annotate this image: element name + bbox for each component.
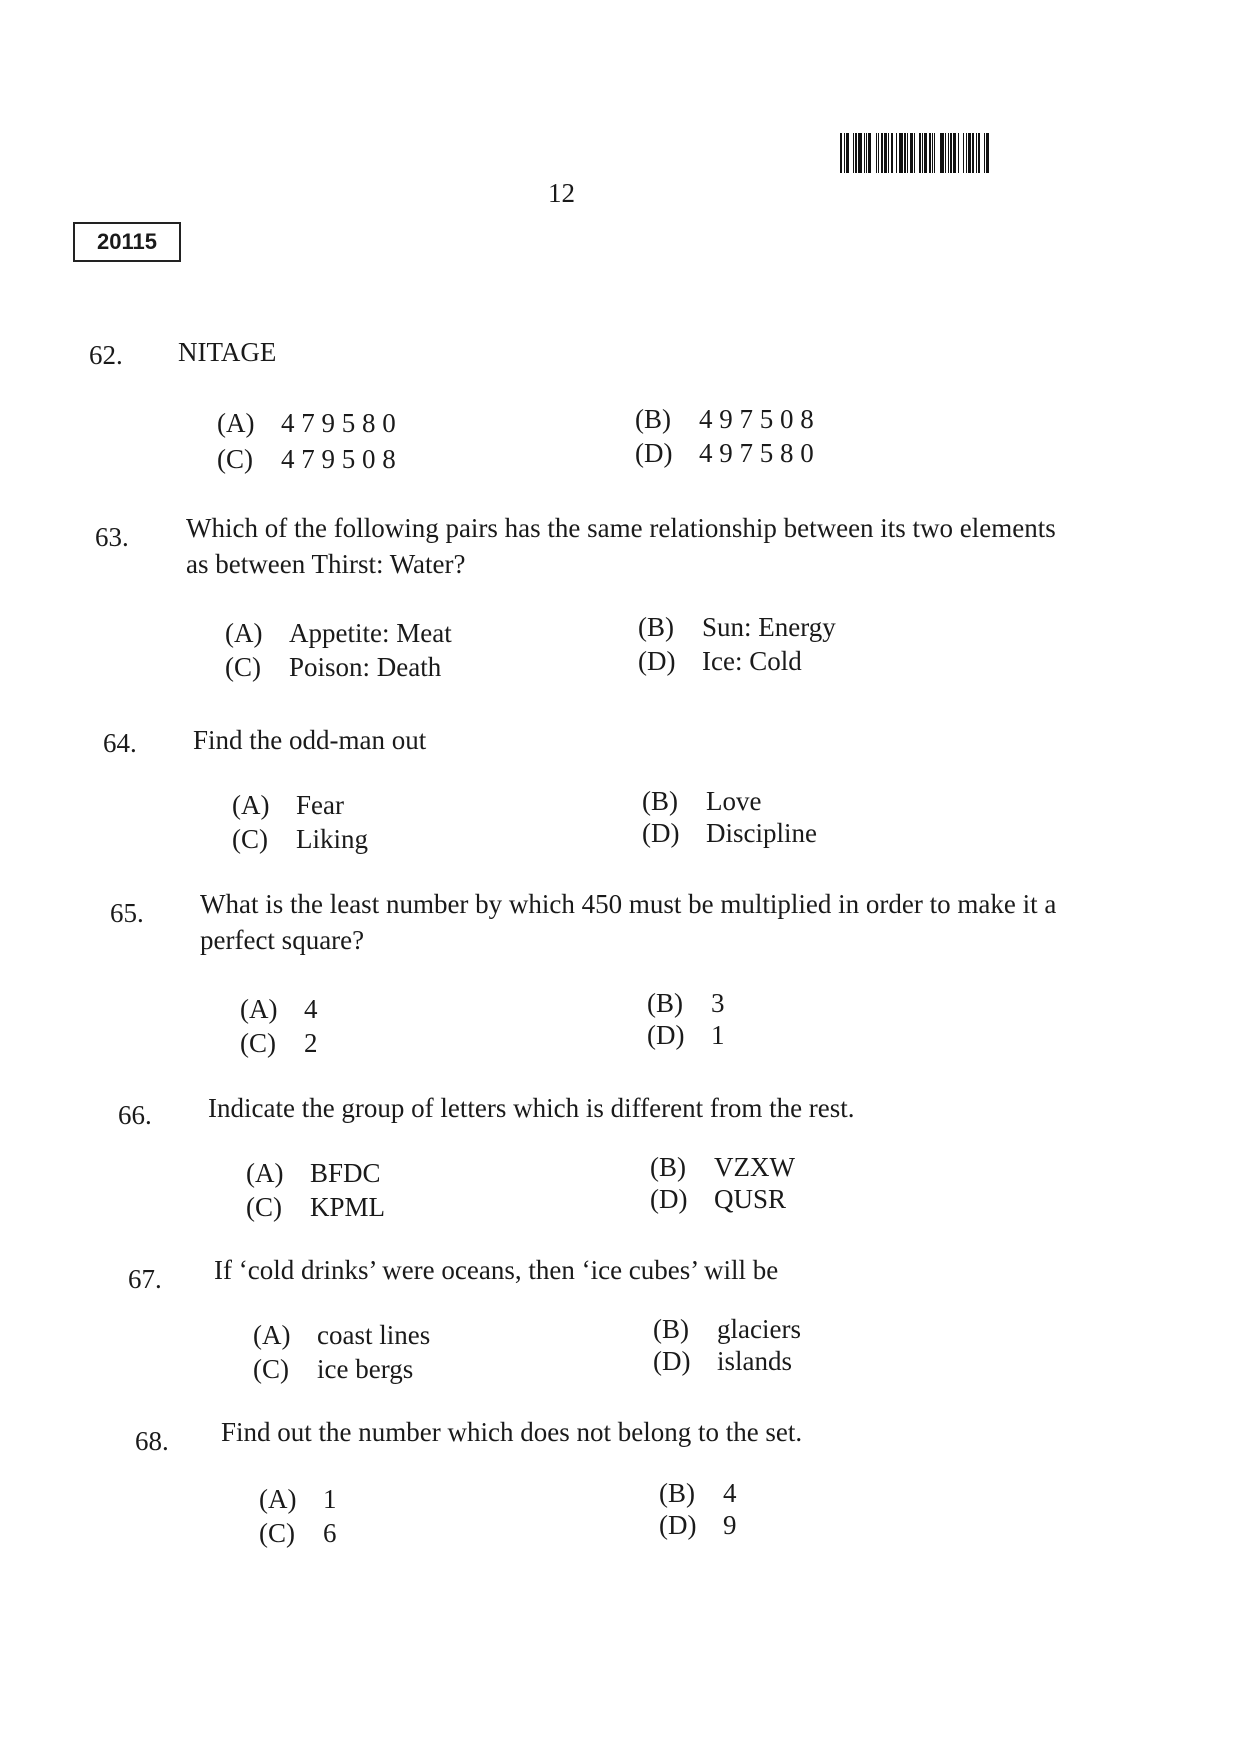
option-a: (A) coast lines (253, 1320, 431, 1350)
option-b: (B) Love (642, 786, 762, 816)
barcode-bar (958, 133, 959, 173)
barcode-bar (840, 133, 842, 173)
option-d: (D) islands (653, 1346, 793, 1376)
barcode-bar (932, 133, 933, 173)
option-b: (B) glaciers (653, 1314, 801, 1344)
barcode-bar (878, 133, 879, 173)
barcode-bar (868, 133, 871, 173)
barcode-bar (881, 133, 883, 173)
barcode-bar (960, 133, 962, 173)
barcode-bar (948, 133, 949, 173)
barcode-bar (896, 133, 897, 173)
barcode-bar (972, 133, 974, 173)
option-c: (C) 4 7 9 5 0 8 (217, 444, 396, 474)
barcode-bar (953, 133, 956, 173)
barcode-bar (966, 133, 967, 173)
option-b: (B) 3 (647, 988, 725, 1018)
barcode-bar (968, 133, 971, 173)
barcode-bar (894, 133, 895, 173)
option-c: (C) 6 (259, 1518, 337, 1548)
barcode-bar (910, 133, 913, 173)
question-number: 68. (135, 1426, 169, 1456)
barcode-bar (904, 133, 906, 173)
question-number: 67. (128, 1264, 162, 1294)
option-b: (B) 4 9 7 5 0 8 (635, 404, 814, 434)
barcode-bar (884, 133, 887, 173)
option-a: (A) 1 (259, 1484, 337, 1514)
barcode-bar (978, 133, 980, 173)
barcode-bar (846, 133, 849, 173)
option-c: (C) ice bergs (253, 1354, 414, 1384)
question-number: 64. (103, 728, 137, 758)
barcode-bar (963, 133, 964, 173)
barcode-bar (934, 133, 935, 173)
barcode-bar (873, 133, 875, 173)
barcode-bar (864, 133, 865, 173)
paper-code-box: 20115 (73, 222, 181, 262)
question-number: 65. (110, 898, 144, 928)
barcode-bar (899, 133, 903, 173)
option-d: (D) Discipline (642, 818, 817, 848)
question-number: 62. (89, 340, 123, 370)
option-d: (D) QUSR (650, 1184, 787, 1214)
question-text: Which of the following pairs has the same relationship between its two elements as between Thirst: Water? (186, 513, 1056, 579)
question-text: If ‘cold drinks’ were oceans, then ‘ice cubes’ will be (214, 1255, 779, 1285)
barcode-bar (891, 133, 893, 173)
barcode-bar (866, 133, 867, 173)
barcode (840, 133, 1030, 173)
barcode-bar (919, 133, 921, 173)
barcode-bar (888, 133, 889, 173)
option-c: (C) 2 (240, 1028, 318, 1058)
barcode-bar (858, 133, 862, 173)
barcode-bar (945, 133, 946, 173)
option-a: (A) Fear (232, 790, 344, 820)
option-a: (A) Appetite: Meat (225, 618, 452, 648)
barcode-bar (986, 133, 989, 173)
option-d: (D) 9 (659, 1510, 737, 1540)
option-c: (C) KPML (246, 1192, 386, 1222)
option-b: (B) VZXW (650, 1152, 795, 1182)
question-number: 66. (118, 1100, 152, 1130)
option-d: (D) 1 (647, 1020, 725, 1050)
page-number: 12 (548, 178, 575, 208)
barcode-bar (976, 133, 977, 173)
barcode-bar (844, 133, 845, 173)
question-text: Find out the number which does not belong to the set. (221, 1417, 803, 1447)
barcode-bar (850, 133, 851, 173)
barcode-bar (950, 133, 952, 173)
barcode-bar (855, 133, 857, 173)
option-b: (B) Sun: Energy (638, 612, 836, 642)
barcode-bar (916, 133, 917, 173)
barcode-bar (922, 133, 923, 173)
option-a: (A) 4 7 9 5 8 0 (217, 408, 396, 438)
barcode-bar (984, 133, 985, 173)
barcode-bar (940, 133, 944, 173)
question-text: Find the odd-man out (193, 725, 427, 755)
barcode-bar (929, 133, 931, 173)
option-c: (C) Poison: Death (225, 652, 442, 682)
question-text: Indicate the group of letters which is different from the rest. (208, 1093, 855, 1123)
option-d: (D) Ice: Cold (638, 646, 802, 676)
barcode-bar (853, 133, 854, 173)
question-text: NITAGE (178, 337, 277, 367)
barcode-bar (981, 133, 982, 173)
barcode-bar (876, 133, 877, 173)
question-text: What is the least number by which 450 must be multiplied in order to make it a perfect square? (200, 889, 1057, 955)
option-a: (A) BFDC (246, 1158, 381, 1188)
option-a: (A) 4 (240, 994, 318, 1024)
option-b: (B) 4 (659, 1478, 737, 1508)
barcode-bar (914, 133, 915, 173)
option-c: (C) Liking (232, 824, 368, 854)
barcode-bar (907, 133, 908, 173)
barcode-bar (937, 133, 939, 173)
barcode-bar (924, 133, 927, 173)
question-number: 63. (95, 522, 129, 552)
option-d: (D) 4 9 7 5 8 0 (635, 438, 814, 468)
